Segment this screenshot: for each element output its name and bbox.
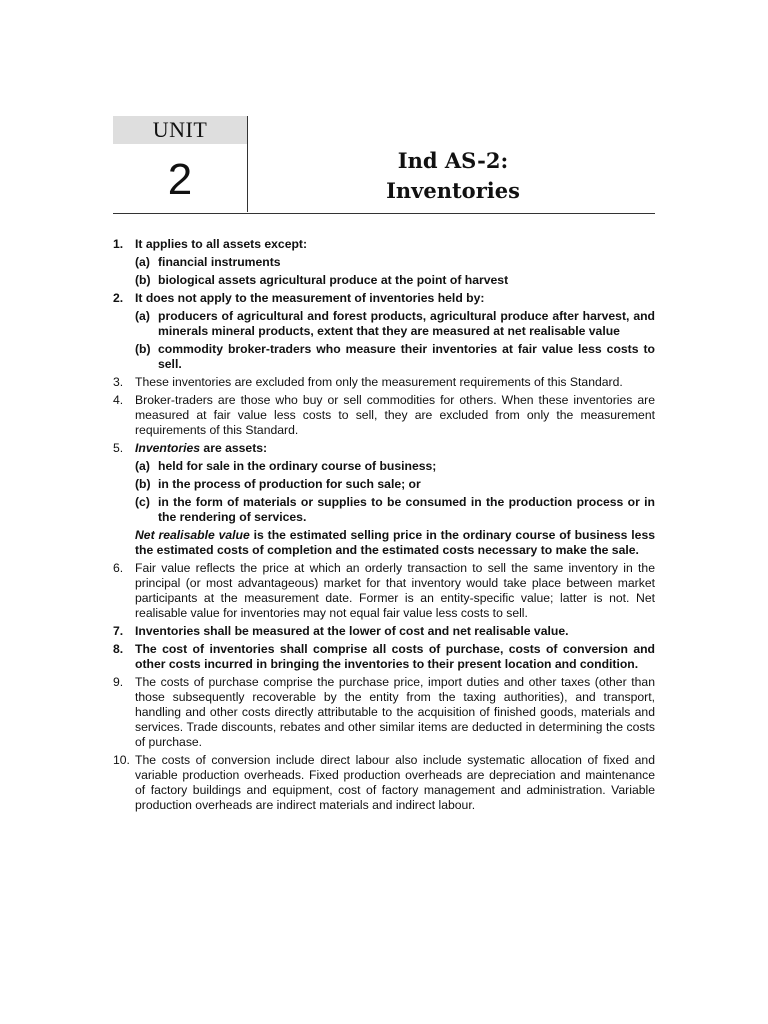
list-item-1 [113,237,655,252]
item-number: 1. [113,237,124,251]
sub-item-text: biological assets agricultural produce at the point of harvest [158,273,509,287]
list-item-10 [113,753,655,813]
item-text: It applies to all assets except: [135,237,308,251]
sub-item-1b [113,273,655,288]
item-number: 10. [113,753,130,767]
item-text: Inventories shall be measured at the lower of cost and net realisable value. [135,624,569,638]
sub-item-text: in the process of production for such sale; or [158,477,421,491]
item-number: 2. [113,291,124,305]
list-item-9 [113,675,655,750]
item-text: These inventories are excluded from only the measurement requirements of this Standard. [135,375,623,389]
item-number: 3. [113,375,124,389]
item-text: Broker-traders are those who buy or sell commodities for others. When these inventories are measured at fair value less costs to sell, they are excluded from only the measurement requirements of this Standard. [135,393,655,437]
item-number: 4. [113,393,124,407]
item-text: The cost of inventories shall comprise all costs of purchase, costs of conversion and other costs incurred in bringing the inventories to their present location and condition. [135,642,655,671]
item-text [135,441,655,456]
title-line-1: Ind AS-2: [397,148,509,173]
item-number: 5. [113,441,124,455]
sub-item-5b [113,477,655,492]
title-line-2: Inventories [386,178,520,203]
list-item-4 [113,393,655,438]
item-number: 9. [113,675,124,689]
item-number: 8. [113,642,124,656]
item-number: 7. [113,624,124,638]
document-body [113,237,655,816]
list-item-5 [113,441,655,456]
sub-item-text: held for sale in the ordinary course of business; [158,459,437,473]
list-item-2 [113,291,655,306]
list-item-7 [113,624,655,639]
header-divider-horizontal [113,213,655,214]
sub-item-text: in the form of materials or supplies to be consumed in the production process or in the rendering of services. [158,495,655,524]
sub-item-text: financial instruments [158,255,281,269]
definition-text: is the estimated selling price in the ordinary course of business less the estimated costs of completion and the estimated costs necessary to make the sale. [135,528,656,557]
item-text: It does not apply to the measurement of inventories held by: [135,291,485,305]
defined-term: Inventories [135,441,201,455]
page-title [283,146,623,206]
item-text: Fair value reflects the price at which an orderly transaction to sell the same inventory in the principal (or most advantageous) market for that inventory would take place between market participants at the measurement date. Former is an entity-specific value; latter is not. Net realisable value for inventories may not equal fair value less costs to sell. [135,561,655,620]
list-item-8 [113,642,655,672]
sub-item-label: (a) [135,459,150,473]
unit-header [113,116,655,214]
sub-item-2a [113,309,655,339]
defined-term: Net realisable value [135,528,250,542]
list-item-3 [113,375,655,390]
sub-item-5c [113,495,655,525]
sub-item-label: (a) [135,255,150,269]
sub-item-2b [113,342,655,372]
item-text: The costs of purchase comprise the purchase price, import duties and other taxes (other than those subsequently recoverable by the entity from the taxing authorities), and transport, handling and other costs directly attributable to the acquisition of finished goods, materials and services. Trade discounts, rebates and other similar items are deducted in determining the costs of purchase. [135,675,655,749]
sub-item-text: commodity broker-traders who measure their inventories at fair value less costs to sell. [158,342,655,371]
sub-item-label: (b) [135,273,151,287]
list-item-6 [113,561,655,621]
header-divider-vertical [247,116,248,212]
item-text: The costs of conversion include direct labour also include systematic allocation of fixed and variable production overheads. Fixed production overheads are depreciation and maintenance of factory buildings and equipment, cost of factory management and administration. Variable production overheads are indirect materials and indirect labour. [135,753,655,812]
unit-number: 2 [167,155,193,204]
nrv-definition [113,528,655,558]
sub-item-label: (c) [135,495,150,509]
item-number: 6. [113,561,124,575]
unit-label: UNIT [152,117,208,142]
definition-text: are assets: [200,441,268,455]
sub-item-text: producers of agricultural and forest products, agricultural produce after harvest, and minerals mineral products, extent that they are measured at net realisable value [158,309,655,338]
sub-item-label: (b) [135,477,151,491]
sub-item-label: (b) [135,342,151,356]
sub-item-5a [113,459,655,474]
sub-item-label: (a) [135,309,150,323]
sub-item-1a [113,255,655,270]
